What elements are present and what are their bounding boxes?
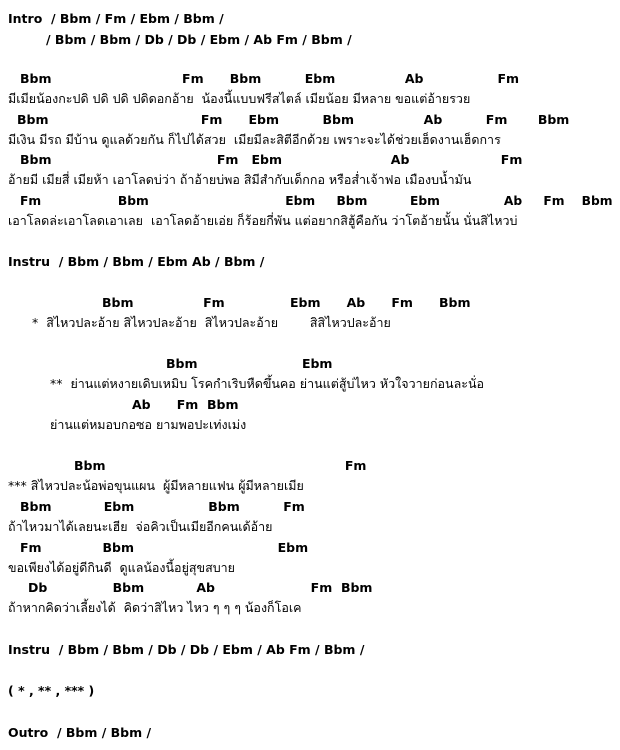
section3-lyric-1: *** สิไหวปละน้อพ่อขุนแผน ผู้มีหลายแฟน ผู้มีหลายเมีย	[8, 478, 304, 493]
section2-chords-1: Bbm Ebm	[166, 356, 333, 371]
section3-lyric-3: ขอเพียงได้อยู่ดีกินดี ดูแลน้องนี้อยู่สุขสบาย	[8, 560, 235, 575]
instru-line-2: Instru / Bbm / Bbm / Db / Db / Ebm / Ab Fm / Bbm /	[8, 642, 365, 657]
section3-chords-2: Bbm Ebm Bbm Fm	[20, 499, 305, 514]
outro-line: Outro / Bbm / Bbm /	[8, 725, 152, 740]
intro-line-1: Intro / Bbm / Fm / Ebm / Bbm /	[8, 11, 224, 26]
verse1-chords-3: Bbm Fm Ebm Ab Fm	[20, 152, 523, 167]
section3-chords-3: Fm Bbm Ebm	[20, 540, 309, 555]
intro-line-2: / Bbm / Bbm / Db / Db / Ebm / Ab Fm / Bbm /	[46, 32, 352, 47]
instru-line-1: Instru / Bbm / Bbm / Ebm Ab / Bbm /	[8, 254, 265, 269]
verse1-lyric-2: มีเงิน มีรถ มีบ้าน ดูแลด้วยกัน ก็ไปได้สวย เมียมีละสิตีอีกด้วย เพราะจะได้ช่วยเฮ็ดงานเฮ็ดการ	[8, 132, 501, 147]
verse1-lyric-3: อ้ายมี เมียสี่ เมียห้า เอาโลดบ่ว่า ถ้าอ้ายบ่พอ สิมีสำกับเด็กกอ หรือส่ำเจ้าฟอ เมืองบน้ำมัน	[8, 172, 472, 187]
section3-lyric-4: ถ้าหากคิดว่าเลี้ยงได้ คิดว่าสิไหว ไหว ๆ ๆ ๆ น้องก็โอเค	[8, 600, 302, 615]
verse1-lyric-4: เอาโลดล่ะเอาโลดเอาเลย เอาโลดอ้ายเอ่ย ก็ร้อยกี่พัน แต่อยากสิฮู้คือกัน ว่าโตอ้ายนั้น นั่นสิไหวบ่	[8, 213, 518, 228]
section3-chords-4: Db Bbm Ab Fm Bbm	[28, 580, 373, 595]
section2-lyric-1: ** ย่านแต่หงายเดิบเหมิบ โรคกำเริบหืดขึ้นคอ ย่านแต่สู้บ่ไหว หัวใจวายก่อนละนั่อ	[50, 376, 485, 391]
section1-chords: Bbm Fm Ebm Ab Fm Bbm	[102, 295, 471, 310]
repeat-marker: ( * , ** , *** )	[8, 683, 95, 698]
section3-lyric-2: ถ้าไหวมาได้เลยนะเฮีย จ่อคิวเป็นเมียอีกคนเด้อ้าย	[8, 519, 273, 534]
verse1-lyric-1: มีเมียน้องกะปดิ ปดิ ปดิ ปดิดอกอ้าย น้องนี้แบบฟรีสไตล์ เมียน้อย มีหลาย ขอแต่อ้ายรวย	[8, 91, 471, 106]
section2-chords-2: Ab Fm Bbm	[132, 397, 239, 412]
section2-lyric-2: ย่านแต่หมอบกอซอ ยามพอปะเท่งเม่ง	[50, 417, 247, 432]
verse1-chords-1: Bbm Fm Bbm Ebm Ab Fm	[20, 71, 520, 86]
section1-lyric: * สิไหวปละอ้าย สิไหวปละอ้าย สิไหวปละอ้าย สิสิไหวปละอ้าย	[32, 315, 391, 330]
section3-chords-1: Bbm Fm	[74, 458, 367, 473]
verse1-chords-4: Fm Bbm Ebm Bbm Ebm Ab Fm Bbm	[20, 194, 613, 208]
verse1-chords-2: Bbm Fm Ebm Bbm Ab Fm Bbm	[17, 112, 570, 127]
